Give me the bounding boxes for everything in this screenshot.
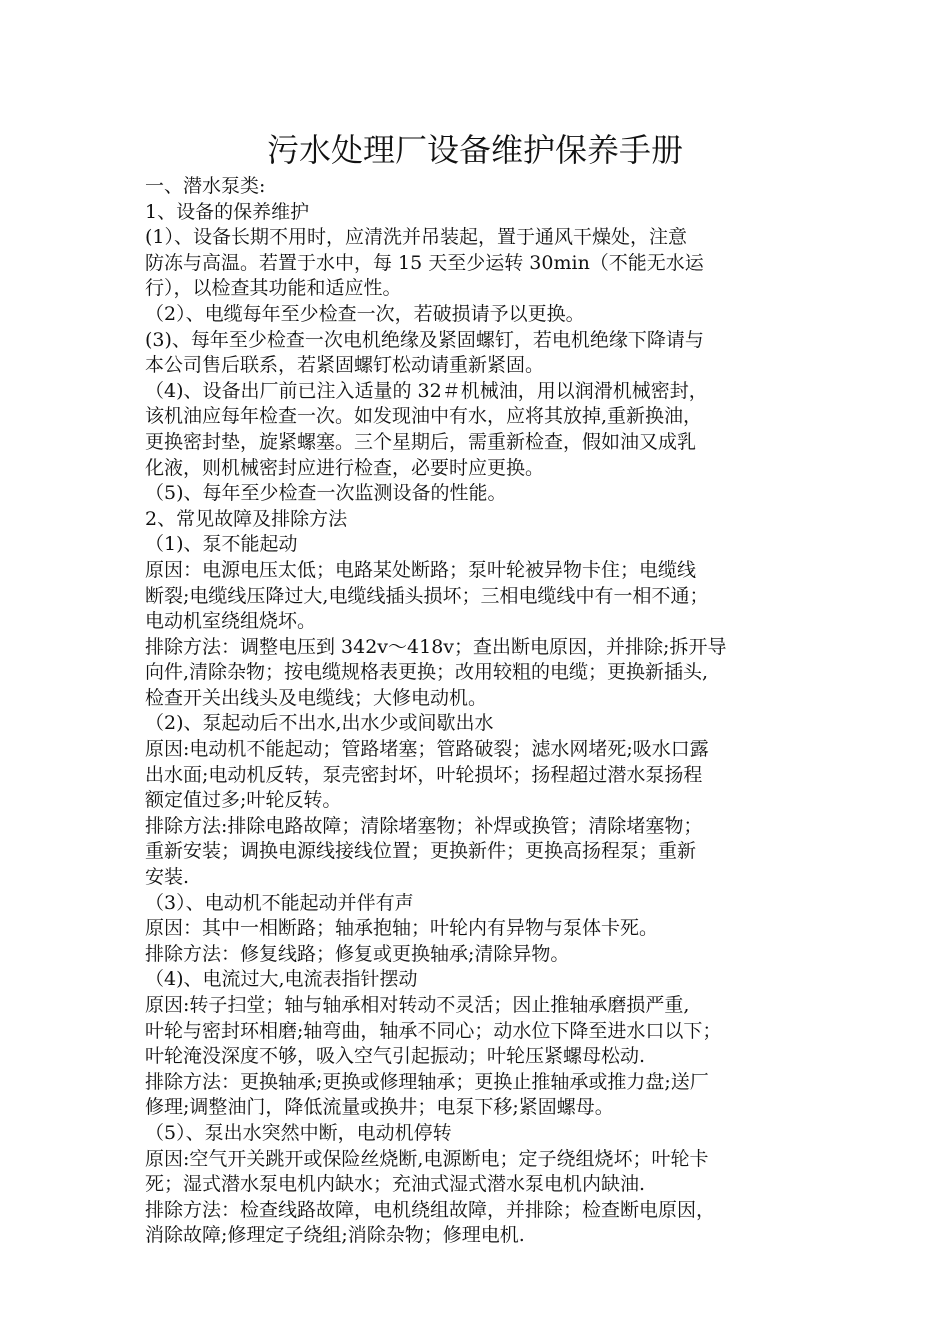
text-line: （2）、电缆每年至少检查一次，若破损请予以更换。 <box>145 302 585 325</box>
text-line: （4)、电流过大,电流表指针摆动 <box>145 968 418 991</box>
text-line: 原因：其中一相断路；轴承抱轴；叶轮内有异物与泵体卡死。 <box>145 917 659 940</box>
text-line: 消除故障;修理定子绕组;消除杂物；修理电机. <box>145 1224 525 1247</box>
text-line: 1、设备的保养维护 <box>145 200 310 223</box>
text-line: (1）、设备长期不用时，应清洗并吊装起，置于通风干燥处，注意 <box>145 226 688 249</box>
text-line: 排除方法：更换轴承;更换或修理轴承；更换止推轴承或推力盘;送厂 <box>145 1070 709 1093</box>
text-line: 排除方法：检查线路故障，电机绕组故障，并排除；检查断电原因， <box>145 1198 716 1221</box>
text-line: 本公司售后联系，若紧固螺钉松动请重新紧固。 <box>145 354 545 377</box>
text-line: 排除方法：调整电压到 342v～418v；查出断电原因，并排除;拆开导 <box>145 635 727 658</box>
text-line: 防冻与高温。若置于水中，每 15 天至少运转 30min（不能无水运 <box>145 251 704 274</box>
text-line: 一、潜水泵类: <box>145 175 266 197</box>
document-body <box>145 174 815 1249</box>
text-line: 断裂;电缆线压降过大,电缆线插头损坏；三相电缆线中有一相不通； <box>145 584 709 607</box>
text-line: 更换密封垫，旋紧螺塞。三个星期后，需重新检查，假如油又成乳 <box>145 430 697 453</box>
text-line: 向件,清除杂物；按电缆规格表更换；改用较粗的电缆；更换新插头, <box>145 661 709 684</box>
text-line: （5)、每年至少检查一次监测设备的性能。 <box>145 482 507 505</box>
text-line: （4)、设备出厂前已注入适量的 32＃机械油，用以润滑机械密封， <box>145 379 708 402</box>
text-line: 排除方法：修复线路；修复或更换轴承;清除异物。 <box>145 942 570 965</box>
text-line: 原因：电源电压太低；电路某处断路；泵叶轮被异物卡住；电缆线 <box>145 558 697 581</box>
text-line: 修理;调整油门，降低流量或换井；电泵下移;紧固螺母。 <box>145 1096 614 1119</box>
text-line: (3)、每年至少检查一次电机绝缘及紧固螺钉，若电机绝缘下降请与 <box>145 328 704 351</box>
document-title: 污水处理厂设备维护保养手册 <box>266 131 683 169</box>
text-line: （1)、泵不能起动 <box>145 533 298 556</box>
text-line: 该机油应每年检查一次。如发现油中有水，应将其放掉,重新换油， <box>145 405 703 428</box>
text-line: 安装. <box>145 866 190 889</box>
text-line: 死；湿式潜水泵电机内缺水；充油式湿式潜水泵电机内缺油. <box>145 1173 646 1196</box>
text-line: 行），以检查其功能和适应性。 <box>145 277 402 300</box>
text-line: 重新安装；调换电源线接线位置；更换新件；更换高扬程泵；重新 <box>145 840 697 863</box>
text-line: （3）、电动机不能起动并伴有声 <box>145 891 414 914</box>
text-line: 叶轮与密封环相磨;轴弯曲，轴承不同心；动水位下降至进水口以下； <box>145 1019 722 1042</box>
text-line: 2、常见故障及排除方法 <box>145 507 348 530</box>
text-line: 化液，则机械密封应进行检查，必要时应更换。 <box>145 456 545 479</box>
text-line: 额定值过多;叶轮反转。 <box>145 789 342 812</box>
text-line: （2)、泵起动后不出水,出水少或间歇出水 <box>145 712 494 735</box>
text-line: 检查开关出线头及电缆线；大修电动机。 <box>145 686 488 709</box>
text-line: 出水面;电动机反转，泵壳密封坏，叶轮损坏；扬程超过潜水泵扬程 <box>145 763 703 786</box>
text-line: 原因:空气开关跳开或保险丝烧断,电源断电；定子绕组烧坏；叶轮卡 <box>145 1147 709 1170</box>
text-line: 叶轮淹没深度不够，吸入空气引起振动；叶轮压紧螺母松动. <box>145 1045 646 1068</box>
text-line: 原因:电动机不能起动；管路堵塞；管路破裂；滤水网堵死;吸水口露 <box>145 738 709 761</box>
text-line: 排除方法:排除电路故障；清除堵塞物；补焊或换管；清除堵塞物； <box>145 814 703 837</box>
text-line: （5）、泵出水突然中断，电动机停转 <box>145 1121 452 1144</box>
text-line: 原因:转子扫堂；轴与轴承相对转动不灵活；因止推轴承磨损严重, <box>145 994 690 1016</box>
text-line: 电动机室绕组烧坏。 <box>145 610 317 633</box>
